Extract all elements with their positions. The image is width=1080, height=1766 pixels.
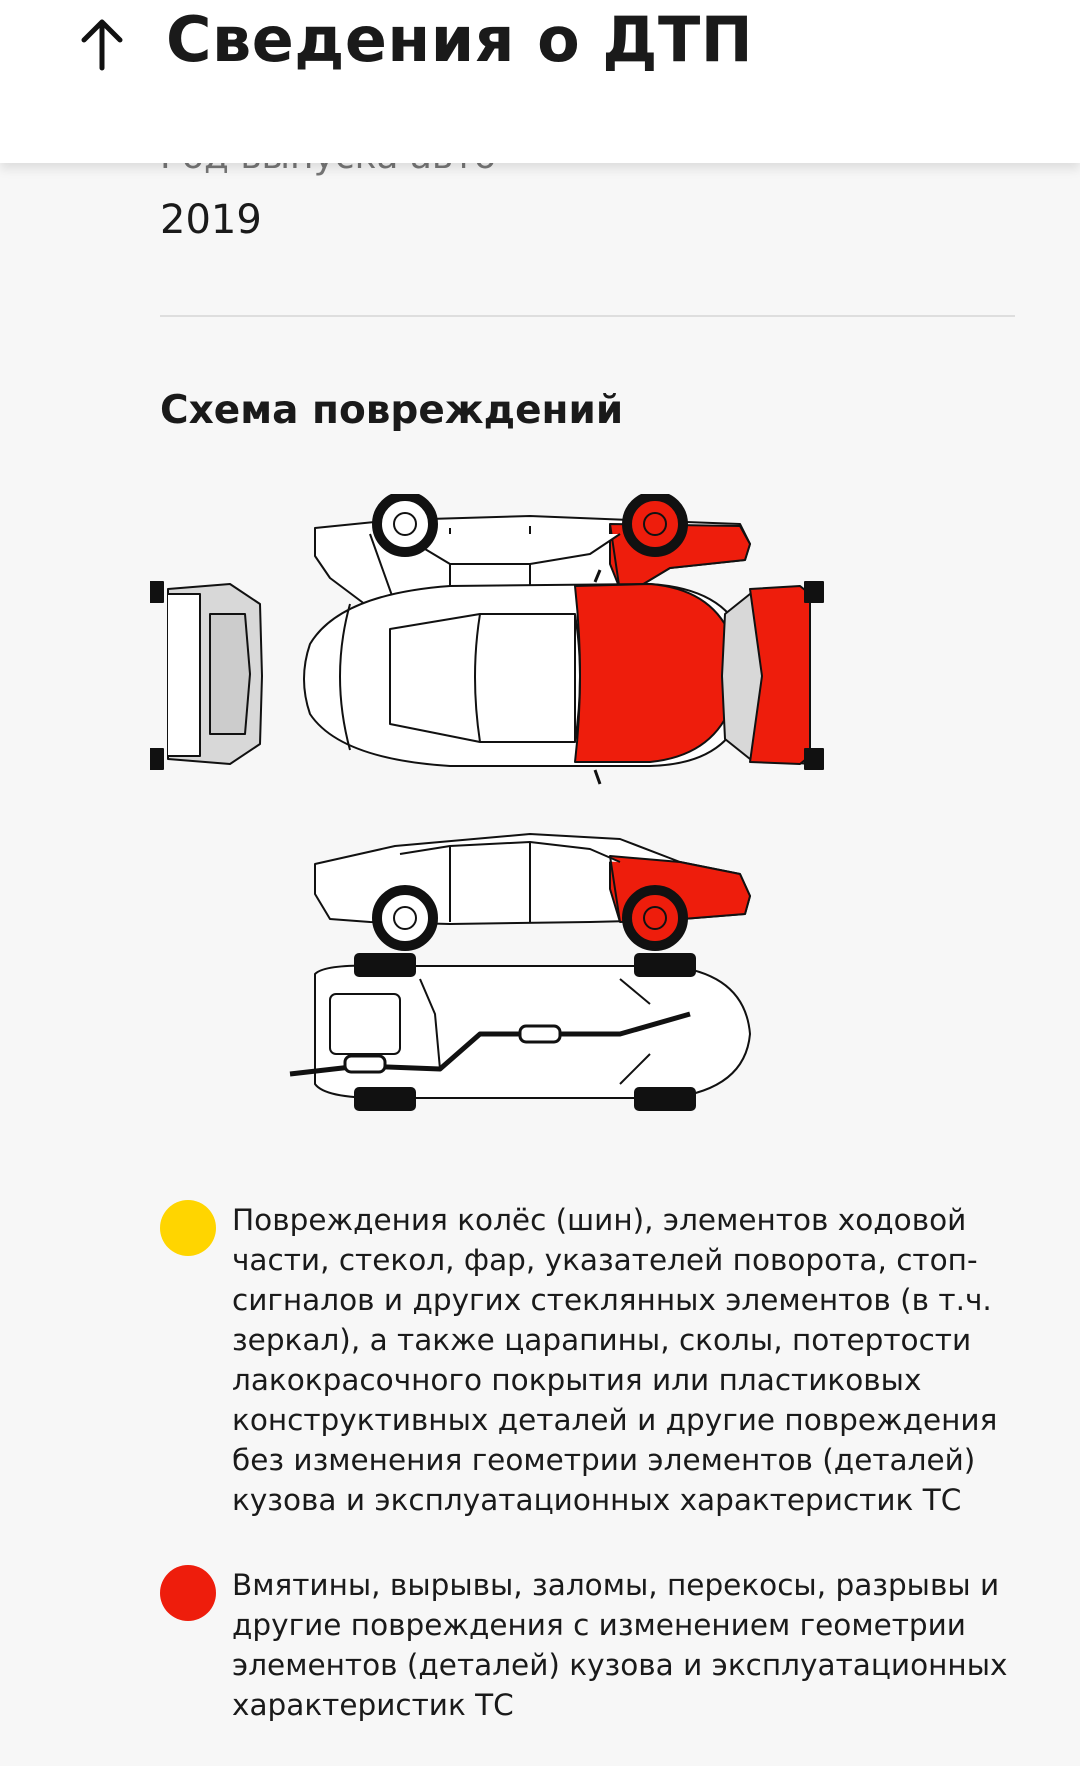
car-right-side-view: [315, 834, 750, 950]
legend-text-major: Вмятины, вырывы, заломы, перекосы, разрывы и другие повреждения с изменением геометрии элементов (деталей) кузова и эксплуатационных характеристик ТС: [232, 1568, 1008, 1722]
legend-text-minor: Повреждения колёс (шин), элементов ходовой части, стекол, фар, указателей поворота, стоп-сигналов и других стеклянных элементов (в т.ч. зеркал), а также царапины, сколы, потертости лакокрасочного покрытия или пластиковых конструктивных деталей и другие повреждения без изменения геометрии элементов (деталей) кузова и эксплуатационных характеристик ТС: [232, 1203, 998, 1517]
red-dot-icon: [160, 1565, 216, 1621]
legend-item-minor: [160, 1200, 1020, 1540]
legend-item-major: [160, 1565, 1020, 1745]
car-rear-view: [150, 582, 262, 769]
car-top-view: [304, 570, 748, 784]
field-value: 2019: [160, 197, 262, 243]
app-header: [0, 0, 1080, 163]
car-front-view: [722, 582, 823, 769]
section-title: Схема повреждений: [160, 388, 624, 433]
damage-scheme-diagram: [150, 494, 920, 1140]
yellow-dot-icon: [160, 1200, 216, 1256]
car-underside-view: [290, 954, 750, 1110]
divider: [160, 315, 1015, 317]
damage-zone-top-front: [575, 584, 733, 762]
back-button[interactable]: [66, 8, 138, 80]
page-title: Сведения о ДТП: [166, 3, 754, 76]
arrow-up-icon: [78, 16, 126, 72]
